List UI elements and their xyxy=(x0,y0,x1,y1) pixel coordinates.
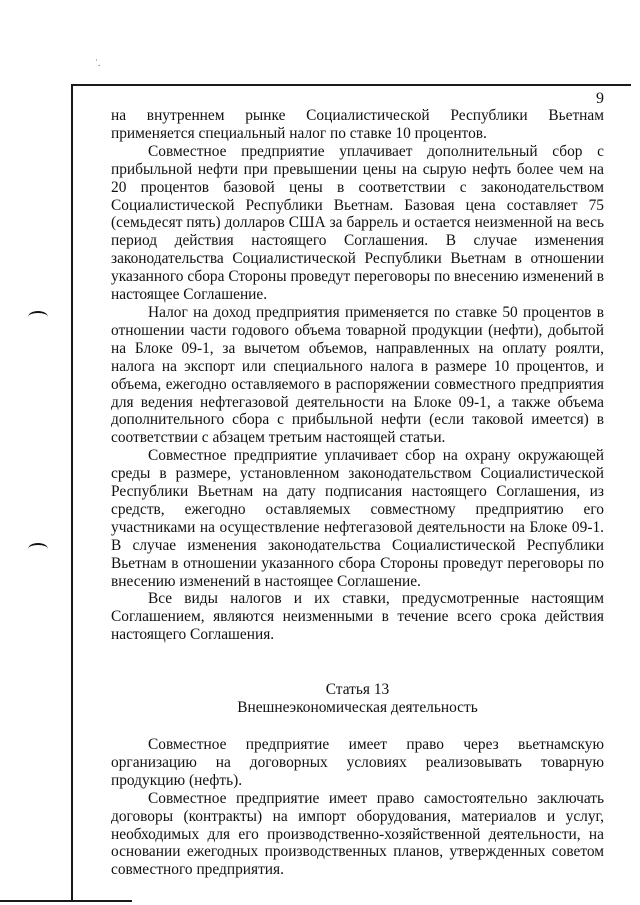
page-frame-left-border xyxy=(71,84,73,902)
article-title: Внешнеэкономическая деятельность xyxy=(237,699,478,717)
paragraph-environment-fee: Совместное предприятие уплачивает сбор на охрану окружающей среды в размере, установленном законодательством Социалистической Республики Вьетнам на дату подписания настоящего Соглашения, из средств, ежегодно оставляемых совместному предприятию его участниками на осуществление нефтегазовой деятельности на Блоке 09-1. В случае изменения законодательства Социалистической Республики Вьетнам в отношении указанного сбора Стороны проведут переговоры по внесению изменений в настоящее Соглашение. xyxy=(111,447,604,590)
paragraph-tax-stability: Все виды налогов и их ставки, предусмотренные настоящим Соглашением, являются неизменными в течение всего срока действия настоящего Соглашения. xyxy=(111,590,604,644)
corner-scan-mark: ˙. xyxy=(95,58,101,68)
page-frame-top-border xyxy=(71,84,631,86)
margin-punch-mark xyxy=(28,543,48,555)
paragraph-import-contracts: Совместное предприятие имеет право самостоятельно заключать договоры (контракты) на импорт оборудования, материалов и услуг, необходимых для его производственно-хозяйственной деятельности, на основании ежегодных производственных планов, утвержденных советом совместного предприятия. xyxy=(111,789,604,879)
paragraph-export-sales: Совместное предприятие имеет право через вьетнамскую организацию на договорных условиях реализовывать товарную продукцию (нефть). xyxy=(111,736,604,789)
paragraph-continuation: на внутреннем рынке Социалистической Республики Вьетнам применяется специальный налог по ставке 10 процентов. xyxy=(111,107,604,142)
document-body xyxy=(111,107,604,879)
article-number: Статья 13 xyxy=(325,681,390,699)
paragraph-additional-fee: Совместное предприятие уплачивает дополнительный сбор с прибыльной нефти при превышении цены на сырую нефть более чем на 20 процентов базовой цены в соответствии с законодательством Социалистической Республики Вьетнам. Базовая цена составляет 75 (семьдесят пять) долларов США за баррель и остается неизменной на весь период действия настоящего Соглашения. В случае изменения законодательства Социалистической Республики Вьетнам в отношении указанного сбора Стороны проведут переговоры по внесению изменений в настоящее Соглашение. xyxy=(111,142,604,304)
page-number: 9 xyxy=(596,90,604,107)
paragraph-income-tax: Налог на доход предприятия применяется по ставке 50 процентов в отношении части годового объема товарной продукции (нефти), добытой на Блоке 09-1, за вычетом объемов, направленных на оплату роялти, налога на экспорт или специального налога в размере 10 процентов, и объема, ежегодно оставляемого в распоряжении совместного предприятия для ведения нефтегазовой деятельности на Блоке 09-1, а также объема дополнительного сбора с прибыльной нефти (если таковой имеется) в соответствии с абзацем третьим настоящей статьи. xyxy=(111,303,604,447)
bottom-scan-rule xyxy=(0,900,132,902)
margin-punch-mark xyxy=(28,311,48,323)
